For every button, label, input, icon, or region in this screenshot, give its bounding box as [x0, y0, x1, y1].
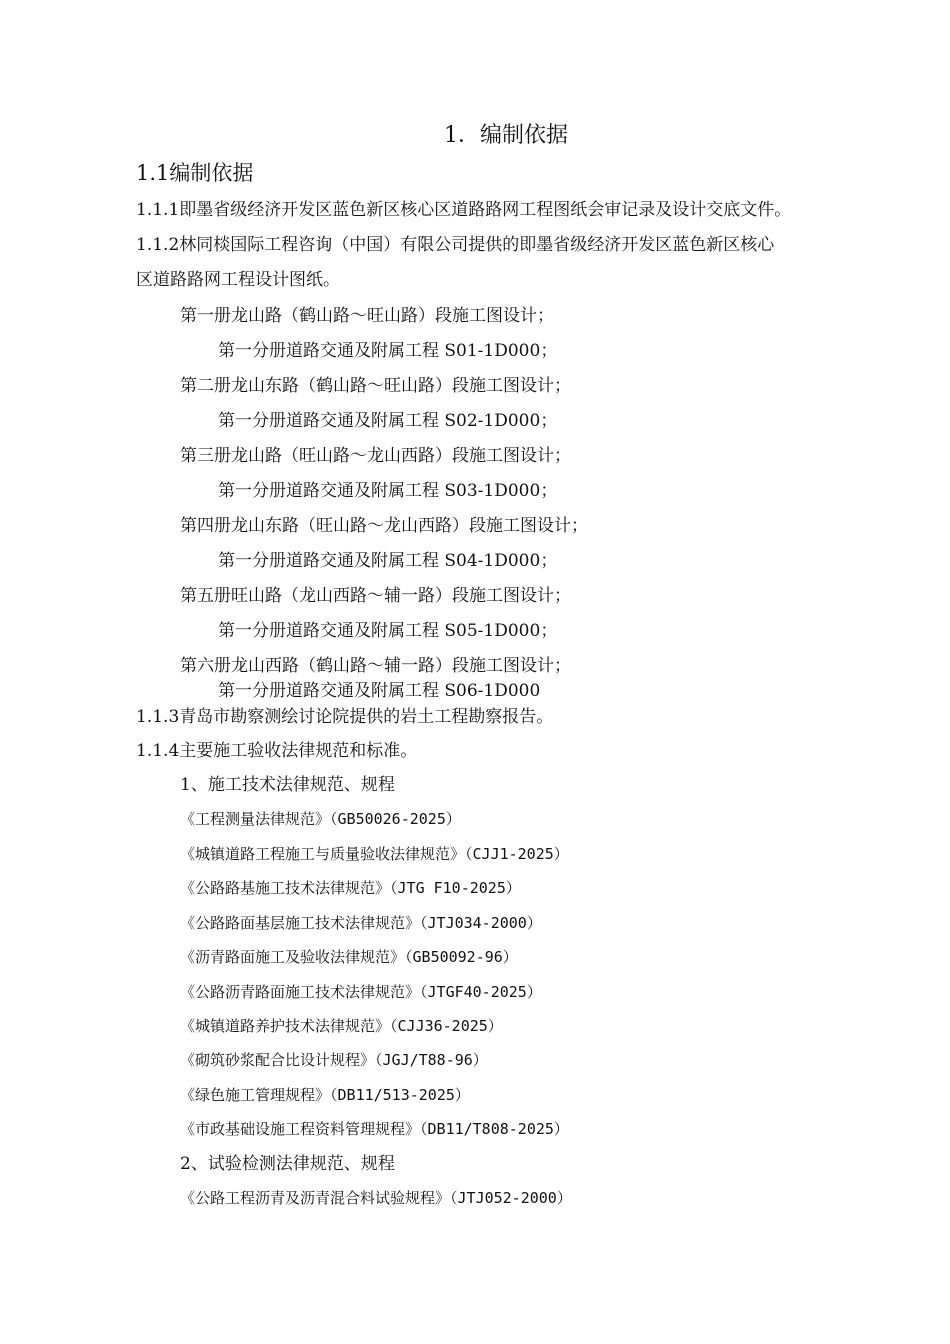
volume-1: 第一册龙山路（鹤山路～旺山路）段施工图设计； [180, 306, 554, 326]
standard-3: 《公路路基施工技术法律规范》（JTG F10-2025） [180, 879, 521, 897]
standard-5: 《沥青路面施工及验收法律规范》（GB50092-96） [180, 948, 518, 966]
volume-5-sub: 第一分册道路交通及附属工程 S05-1D000； [218, 621, 558, 641]
volume-2: 第二册龙山东路（鹤山路～旺山路）段施工图设计； [180, 376, 571, 396]
standard-4: 《公路路面基层施工技术法律规范》（JTJ034-2000） [180, 914, 542, 932]
standard-8: 《砌筑砂浆配合比设计规程》（JGJ/T88-96） [180, 1051, 488, 1069]
standard-6: 《公路沥青路面施工技术法律规范》（JTGF40-2025） [180, 983, 542, 1001]
section-heading: 1.1编制依据 [136, 161, 254, 185]
item-1-1-4: 1.1.4主要施工验收法律规范和标准。 [136, 741, 418, 761]
item-1-1-3: 1.1.3青岛市勘察测绘讨论院提供的岩土工程勘察报告。 [136, 707, 554, 727]
standard-1: 《工程测量法律规范》（GB50026-2025） [180, 810, 461, 828]
standard-7: 《城镇道路养护技术法律规范》（CJJ36-2025） [180, 1017, 503, 1035]
item-1-1-2-line2: 区道路路网工程设计图纸。 [136, 270, 340, 290]
standard-2: 《城镇道路工程施工与质量验收法律规范》（CJJ1-2025） [180, 845, 569, 863]
standard-11: 《公路工程沥青及沥青混合料试验规程》（JTJ052-2000） [180, 1189, 572, 1207]
subsection-1: 1、施工技术法律规范、规程 [180, 775, 395, 795]
volume-3-sub: 第一分册道路交通及附属工程 S03-1D000； [218, 481, 558, 501]
volume-4: 第四册龙山东路（旺山路～龙山西路）段施工图设计； [180, 516, 588, 536]
volume-6: 第六册龙山西路（鹤山路～辅一路）段施工图设计； [180, 656, 571, 676]
volume-5: 第五册旺山路（龙山西路～辅一路）段施工图设计； [180, 586, 571, 606]
standard-10: 《市政基础设施工程资料管理规程》（DB11/T808-2025） [180, 1120, 569, 1138]
volume-3: 第三册龙山路（旺山路～龙山西路）段施工图设计； [180, 446, 571, 466]
volume-2-sub: 第一分册道路交通及附属工程 S02-1D000； [218, 411, 558, 431]
subsection-2: 2、试验检测法律规范、规程 [180, 1154, 395, 1174]
volume-4-sub: 第一分册道路交通及附属工程 S04-1D000； [218, 551, 558, 571]
standard-9: 《绿色施工管理规程》（DB11/513-2025） [180, 1086, 470, 1104]
item-1-1-1: 1.1.1即墨省级经济开发区蓝色新区核心区道路路网工程图纸会审记录及设计交底文件。 [136, 200, 792, 220]
volume-6-sub: 第一分册道路交通及附属工程 S06-1D000 [218, 681, 541, 701]
page-title: 1．编制依据 [444, 123, 568, 148]
item-1-1-2-line1: 1.1.2林同棪国际工程咨询（中国）有限公司提供的即墨省级经济开发区蓝色新区核心 [136, 235, 775, 255]
volume-1-sub: 第一分册道路交通及附属工程 S01-1D000； [218, 341, 558, 361]
